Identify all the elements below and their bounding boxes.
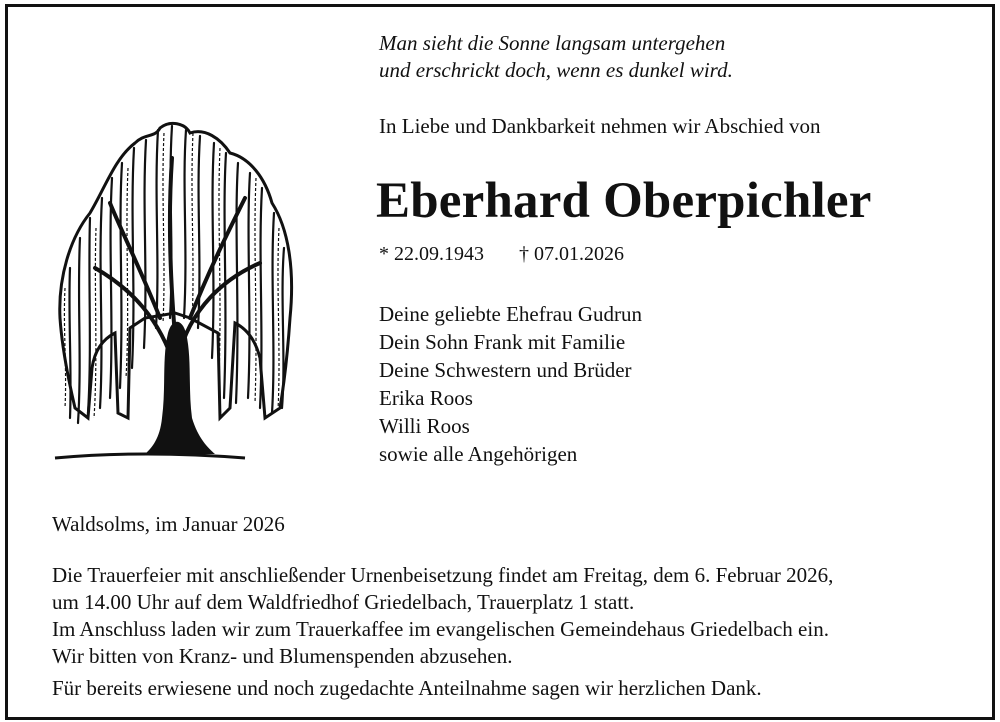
death-date: † 07.01.2026 — [519, 243, 624, 265]
service-line: Die Trauerfeier mit anschließender Urnenbeisetzung findet am Freitag, dem 6. Februar 2026, — [52, 563, 834, 587]
memorial-quote — [379, 30, 733, 84]
family-member: sowie alle Angehörigen — [379, 442, 578, 466]
place-date: Waldsolms, im Januar 2026 — [52, 512, 285, 536]
deceased-name: Eberhard Oberpichler — [376, 173, 872, 229]
family-member: Willi Roos — [379, 414, 470, 438]
family-member: Dein Sohn Frank mit Familie — [379, 330, 626, 354]
thanks-text: Für bereits erwiesene und noch zugedachte Anteilnahme sagen wir herzlichen Dank. — [52, 676, 762, 700]
service-info — [52, 562, 833, 670]
birth-date: * 22.09.1943 — [379, 243, 484, 265]
family-member: Erika Roos — [379, 386, 473, 410]
family-list — [379, 300, 642, 468]
family-member: Deine geliebte Ehefrau Gudrun — [379, 302, 642, 326]
service-line: Im Anschluss laden wir zum Trauerkaffee im evangelischen Gemeindehaus Griedelbach ein. — [52, 617, 829, 641]
intro-text: In Liebe und Dankbarkeit nehmen wir Abschied von — [379, 114, 821, 138]
family-member: Deine Schwestern und Brüder — [379, 358, 632, 382]
service-line: um 14.00 Uhr auf dem Waldfriedhof Griedelbach, Trauerplatz 1 statt. — [52, 590, 635, 614]
life-dates — [379, 243, 624, 266]
quote-line-2: und erschrickt doch, wenn es dunkel wird. — [379, 58, 733, 82]
quote-line-1: Man sieht die Sonne langsam untergehen — [379, 31, 726, 55]
service-line: Wir bitten von Kranz- und Blumenspenden abzusehen. — [52, 644, 513, 668]
weeping-willow-icon — [50, 118, 300, 468]
